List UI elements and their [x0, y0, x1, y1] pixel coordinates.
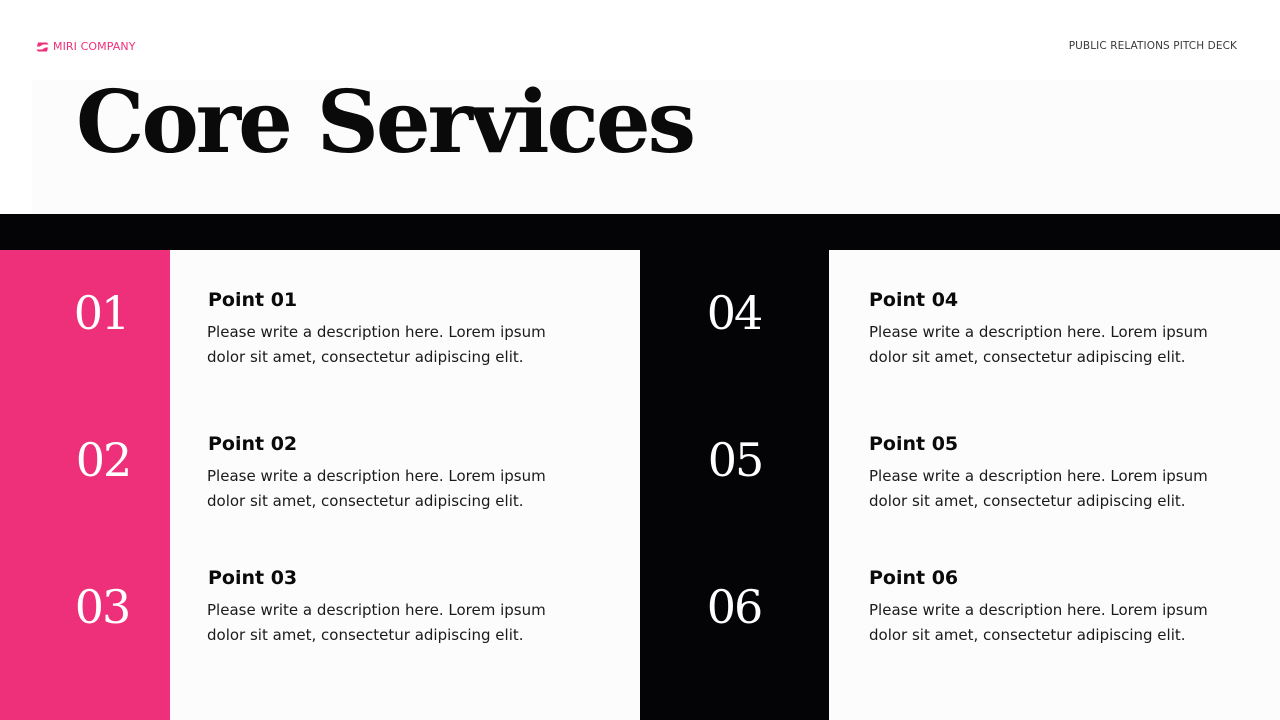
point-description-06 — [869, 598, 1249, 648]
point-description-02-line-2: dolor sit amet, consectetur adipiscing elit. — [207, 492, 524, 510]
point-description-06-line-2: dolor sit amet, consectetur adipiscing elit. — [869, 626, 1186, 644]
point-description-02-line-1: Please write a description here. Lorem ipsum — [207, 467, 546, 485]
point-description-01-line-1: Please write a description here. Lorem ipsum — [207, 323, 546, 341]
point-title-02: Point 02 — [208, 433, 298, 455]
company-logo-icon — [36, 41, 49, 53]
point-description-01-line-2: dolor sit amet, consectetur adipiscing elit. — [207, 348, 524, 366]
point-description-01 — [207, 320, 587, 370]
point-number-06: 06 — [706, 580, 762, 634]
point-title-04: Point 04 — [869, 289, 959, 311]
point-title-05: Point 05 — [869, 433, 959, 455]
point-number-02: 02 — [75, 433, 131, 487]
point-number-05: 05 — [707, 433, 763, 487]
company-name: MIRI COMPANY — [53, 40, 136, 53]
point-description-06-line-1: Please write a description here. Lorem ipsum — [869, 601, 1208, 619]
company-logo — [36, 40, 136, 53]
point-description-03-line-1: Please write a description here. Lorem ipsum — [207, 601, 546, 619]
point-number-03: 03 — [74, 580, 130, 634]
point-number-04: 04 — [706, 286, 762, 340]
point-number-01: 01 — [73, 286, 129, 340]
deck-label: PUBLIC RELATIONS PITCH DECK — [1068, 40, 1237, 52]
point-description-03 — [207, 598, 587, 648]
point-description-02 — [207, 464, 587, 514]
point-description-04 — [869, 320, 1249, 370]
point-title-01: Point 01 — [208, 289, 298, 311]
point-title-03: Point 03 — [208, 567, 298, 589]
black-band — [0, 214, 1280, 250]
page-title: Core Services — [76, 72, 694, 173]
point-description-05-line-1: Please write a description here. Lorem ipsum — [869, 467, 1208, 485]
point-description-04-line-2: dolor sit amet, consectetur adipiscing elit. — [869, 348, 1186, 366]
point-title-06: Point 06 — [869, 567, 959, 589]
point-description-04-line-1: Please write a description here. Lorem ipsum — [869, 323, 1208, 341]
point-description-05-line-2: dolor sit amet, consectetur adipiscing elit. — [869, 492, 1186, 510]
point-description-05 — [869, 464, 1249, 514]
point-description-03-line-2: dolor sit amet, consectetur adipiscing elit. — [207, 626, 524, 644]
